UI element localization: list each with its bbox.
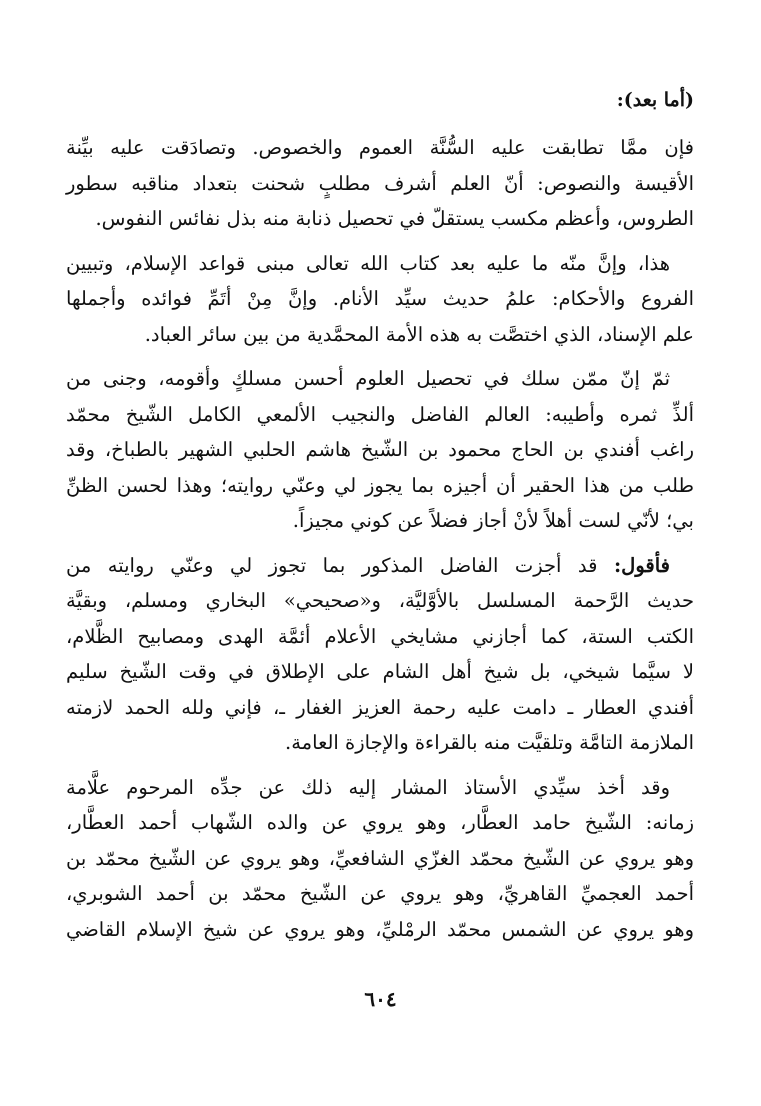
text-line: راغب أفندي بن الحاج محمود بن الشّيخ هاشم الحلبي الشهير بالطباخ، وقد xyxy=(66,438,694,461)
text-line: الفروع والأحكام: علمُ حديث سيِّد الأنام. وإنَّ مِنْ أتَمِّ فوائده وأجملها xyxy=(66,287,694,310)
text-line: حديث الرَّحمة المسلسل بالأوَّليَّة، و«صحيحي» البخاري ومسلم، وبقيَّة xyxy=(66,589,694,612)
text-line: علم الإسناد، الذي اختصَّت به هذه الأمة المحمَّدية من بين سائر العباد. xyxy=(144,322,694,346)
paragraph-2 xyxy=(66,246,694,353)
text-line: ثمّ إنّ ممّن سلك في تحصيل العلوم أحسن مسلكٍ وأقومه، وجنى من xyxy=(66,367,670,390)
text-line: أفندي العطار ـ دامت عليه رحمة العزيز الغفار ـ، فإني ولله الحمد لازمته xyxy=(66,695,694,719)
text-line: وهو يروي عن الشّيخ محمّد الغزّي الشافعيِّ، وهو يروي عن الشّيخ محمّد بن xyxy=(66,846,694,870)
text-line: زمانه: الشّيخ حامد العطَّار، وهو يروي عن والده الشّهاب أحمد العطَّار، xyxy=(66,811,694,834)
text-line: بي؛ لأنّي لست أهلاً لأنْ أجاز فضلاً عن كوني مجيزاً. xyxy=(292,509,694,532)
paragraph-3 xyxy=(66,361,694,539)
text-line: فإن ممَّا تطابقت عليه السُّنَّة العموم والخصوص. وتصادَقت عليه بيِّنة xyxy=(66,136,694,159)
text-line: الكتب الستة، كما أجازني مشايخي الأعلام أئمَّة الهدى ومصابيح الظَّلام، xyxy=(66,624,694,648)
text-line: الأقيسة والنصوص: أنّ العلم أشرف مطلبٍ شحنت بتعداد مناقبه سطور xyxy=(66,171,694,195)
text-line-rest: قد أجزت الفاضل المذكور بما تجوز لي وعنّي روايته من xyxy=(66,553,614,577)
text-line: طلب من هذا الحقير أن أجيزه بما يجوز لي وعنّي روايته؛ وهذا لحسن الظنِّ xyxy=(66,473,694,497)
paragraph-4 xyxy=(66,548,694,761)
text-line: وهو يروي عن الشمس محمّد الرمْليِّ، وهو يروي عن شيخ الإسلام القاضي xyxy=(66,917,694,941)
section-heading: (أما بعد): xyxy=(616,89,694,111)
paragraph-1 xyxy=(66,130,694,237)
text-line: الطروس، وأعظم مكسب يستقلّ في تحصيل ذنابة منه بذل نفائس النفوس. xyxy=(95,207,694,230)
lead-word: فأقول: xyxy=(613,553,670,577)
text-line: الملازمة التامَّة وتلقيَّت منه بالقراءة والإجازة العامة. xyxy=(285,731,694,754)
text-line: أحمد العجميِّ القاهريِّ، وهو يروي عن الشّيخ محمّد بن أحمد الشوبري، xyxy=(66,882,694,905)
text-line: لا سيَّما شيخي، بل شيخ أهل الشام على الإطلاق في وقت الشّيخ سليم xyxy=(66,660,694,683)
text-line: وقد أخذ سيِّدي الأستاذ المشار إليه ذلك عن جدِّه المرحوم علَّامة xyxy=(66,775,670,799)
text-line xyxy=(66,548,694,584)
text-line: هذا، وإنَّ منّه ما عليه بعد كتاب الله تعالى مبنى قواعد الإسلام، وتبيين xyxy=(66,251,670,275)
paragraph-5 xyxy=(66,770,694,948)
document-page xyxy=(66,84,694,956)
text-line: ألذِّ ثمره وأطيبه: العالم الفاضل والنجيب الألمعي الكامل الشّيخ محمّد xyxy=(66,402,694,426)
page-number: ٦٠٤ xyxy=(364,987,397,1011)
